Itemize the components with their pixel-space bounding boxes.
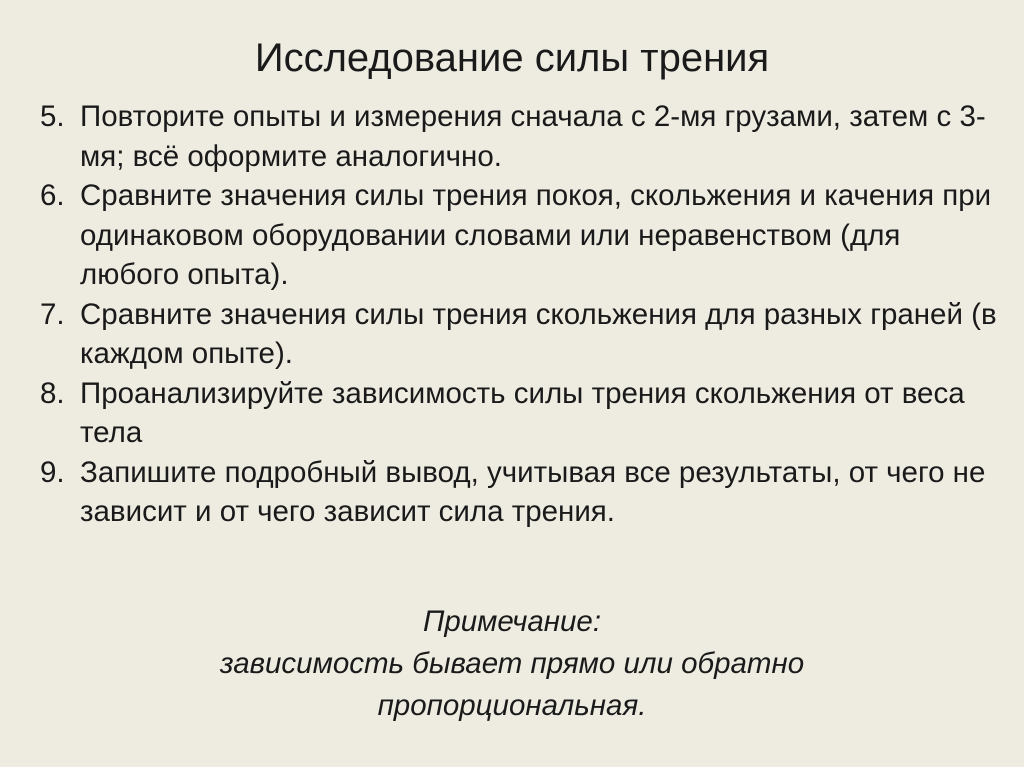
step-text: Проанализируйте зависимость силы трения скольжения от веса тела bbox=[80, 376, 965, 449]
note-block bbox=[0, 601, 1024, 727]
slide-title: Исследование силы трения bbox=[254, 36, 770, 80]
list-item bbox=[40, 453, 1000, 532]
list-item bbox=[40, 176, 1000, 295]
step-number: 6. bbox=[40, 179, 65, 212]
list-item bbox=[40, 374, 1000, 453]
step-number: 7. bbox=[40, 297, 65, 331]
list-item bbox=[40, 97, 1000, 176]
note-heading: Примечание: bbox=[422, 605, 602, 638]
step-number: 8. bbox=[40, 376, 65, 410]
note-line: зависимость бывает прямо или обратно bbox=[219, 647, 805, 680]
note-line: пропорциональная. bbox=[377, 689, 647, 722]
step-text: Повторите опыты и измерения сначала с 2-мя грузами, затем с 3-мя; всё оформите аналогично. bbox=[80, 100, 986, 173]
step-number: 5. bbox=[40, 100, 65, 133]
step-text: Запишите подробный вывод, учитывая все результаты, от чего не зависит и от чего зависит сила трения. bbox=[80, 455, 986, 528]
step-text: Сравните значения силы трения скольжения для разных граней (в каждом опыте). bbox=[80, 297, 997, 370]
step-text: Сравните значения силы трения покоя, скольжения и качения при одинаковом оборудовании словами или неравенством (для любого опыта). bbox=[80, 179, 992, 291]
instruction-list bbox=[40, 97, 1000, 532]
list-item bbox=[40, 295, 1000, 374]
step-number: 9. bbox=[40, 455, 65, 489]
